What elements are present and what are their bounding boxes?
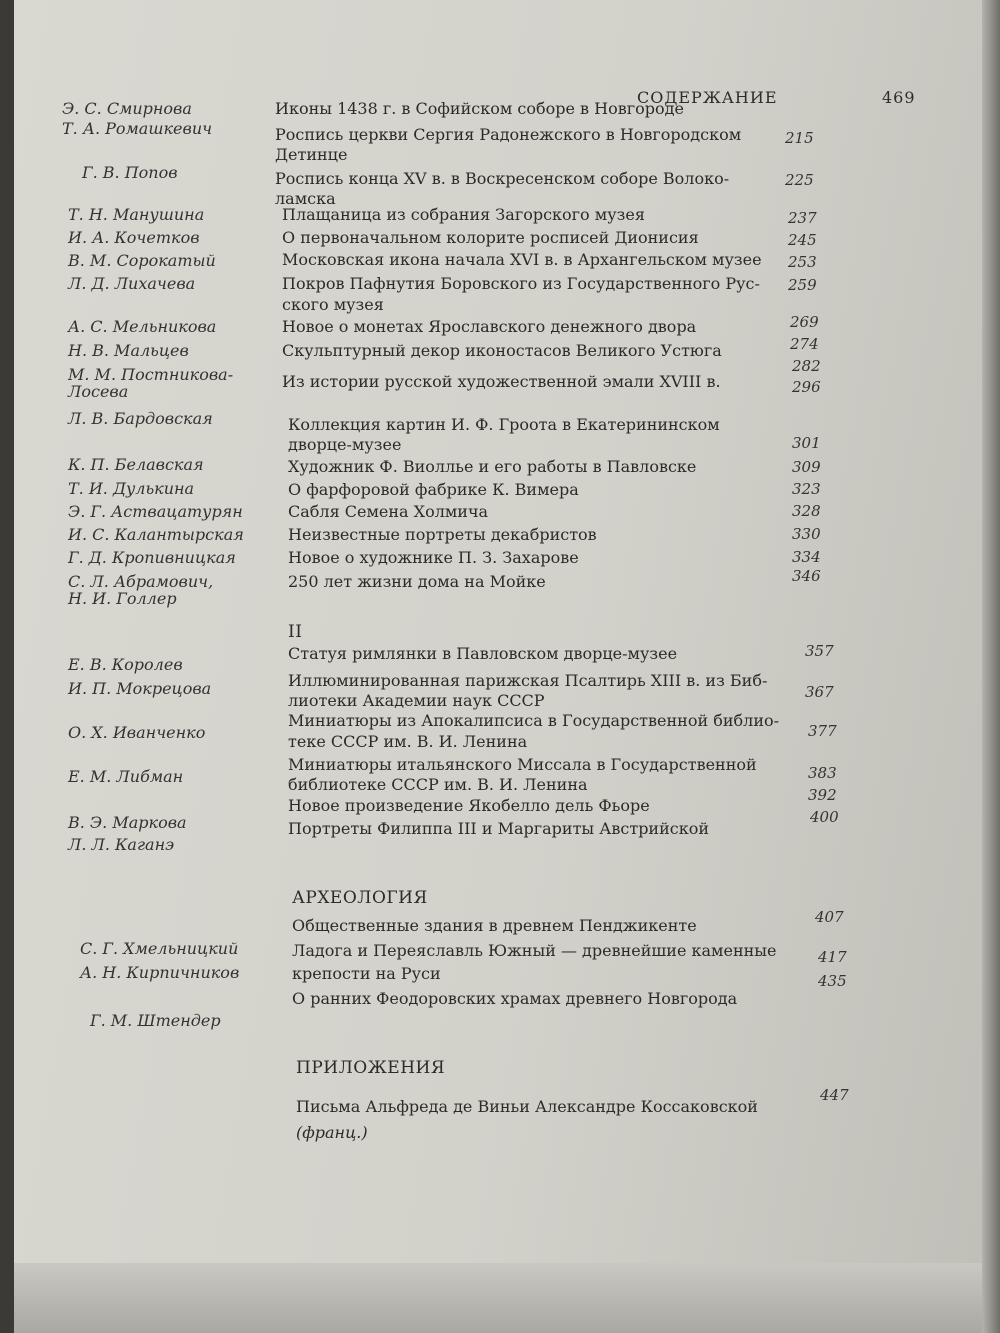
toc-author: О. Х. Иванченко: [68, 723, 206, 742]
toc-page: 377: [808, 722, 837, 740]
toc-page: 296: [792, 378, 821, 396]
toc-title-cont: ского музея: [282, 295, 384, 314]
toc-author: И. А. Кочетков: [68, 228, 200, 247]
toc-page: 407: [815, 908, 844, 926]
toc-title: О первоначальном колорите росписей Дионисия: [282, 228, 699, 247]
toc-page: 301: [792, 434, 821, 452]
toc-author: С. Л. Абрамович, Н. И. Голлер: [68, 572, 214, 608]
section-heading: ПРИЛОЖЕНИЯ: [296, 1058, 446, 1078]
toc-title: Художник Ф. Виолльe и его работы в Павловске: [288, 457, 697, 476]
running-header: СОДЕРЖАНИЕ: [637, 88, 778, 107]
toc-title: Коллекция картин И. Ф. Гроота в Екатерининском: [288, 415, 720, 434]
toc-page: 417: [818, 948, 847, 966]
toc-title: Новое о монетах Ярославского денежного двора: [282, 317, 697, 336]
toc-page: 330: [792, 525, 821, 543]
toc-title: Неизвестные портреты декабристов: [288, 525, 597, 544]
toc-page: 328: [792, 502, 821, 520]
toc-author: И. С. Калантырская: [68, 525, 244, 544]
toc-title: Плащаница из собрания Загорского музея: [282, 205, 645, 224]
toc-title: Миниатюры из Апокалипсиса в Государственной библио-: [288, 711, 780, 730]
toc-author: Т. И. Дулькина: [68, 479, 195, 498]
toc-title: Покров Пафнутия Боровского из Государственного Рус-: [282, 274, 760, 293]
toc-author: Э. Г. Аствацатурян: [68, 502, 243, 521]
toc-page: 367: [805, 683, 834, 701]
toc-author: Л. Л. Каганэ: [68, 835, 175, 854]
toc-title: Сабля Семена Холмича: [288, 502, 489, 521]
toc-title: Ладога и Переяславль Южный — древнейшие каменные: [292, 941, 777, 960]
toc-author: Н. В. Мальцев: [68, 341, 189, 360]
toc-title: Новое о художнике П. З. Захарове: [288, 548, 579, 567]
toc-author: В. М. Сорокатый: [68, 251, 216, 270]
toc-author: Г. Д. Кропивницкая: [68, 548, 236, 567]
toc-author: А. С. Мельникова: [68, 317, 217, 336]
toc-page: 282: [792, 357, 821, 375]
toc-title: Московская икона начала XVI в. в Архангельском музее: [282, 250, 762, 269]
toc-title-cont: крепости на Руси: [292, 964, 441, 983]
toc-page: 253: [788, 253, 817, 271]
toc-title: Роспись церкви Сергия Радонежского в Новгородском: [275, 125, 742, 144]
toc-page: 269: [790, 313, 819, 331]
toc-title: Общественные здания в древнем Пенджикенте: [292, 916, 697, 935]
toc-page: 245: [788, 231, 817, 249]
toc-page: 392: [808, 786, 837, 804]
toc-title: Миниатюры итальянского Миссала в Государственной: [288, 755, 757, 774]
toc-title-cont: дворце-музее: [288, 435, 402, 454]
toc-page: 259: [788, 276, 817, 294]
toc-author: Т. А. Ромашкевич: [62, 119, 213, 138]
toc-page: 435: [818, 972, 847, 990]
toc-author: А. Н. Кирпичников: [80, 963, 240, 982]
page-edge-shadow: [982, 0, 1000, 1333]
toc-title: Новое произведение Якобелло дель Фьоре: [288, 796, 650, 815]
toc-author: Э. С. Смирнова: [62, 99, 192, 118]
toc-title-cont: ламска: [275, 189, 336, 208]
toc-title-cont: библиотеке СССР им. В. И. Ленина: [288, 775, 588, 794]
toc-page: 237: [788, 209, 817, 227]
toc-page: 225: [785, 171, 814, 189]
toc-page: 309: [792, 458, 821, 476]
toc-author: В. Э. Маркова: [68, 813, 187, 832]
book-spine-shadow: [0, 0, 14, 1333]
toc-page: 323: [792, 480, 821, 498]
toc-author: Г. В. Попов: [82, 163, 178, 182]
toc-title: Из истории русской художественной эмали XVIII в.: [282, 372, 721, 391]
toc-page: 383: [808, 764, 837, 782]
toc-page: 447: [820, 1086, 849, 1104]
toc-author: И. П. Мокрецова: [68, 679, 212, 698]
toc-author: К. П. Белавская: [68, 455, 204, 474]
toc-page: 357: [805, 642, 834, 660]
toc-author: Г. М. Штендер: [90, 1011, 221, 1030]
toc-title-cont: теке СССР им. В. И. Ленина: [288, 732, 528, 751]
toc-title: Иллюминированная парижская Псалтирь XIII в. из Биб-: [288, 671, 768, 690]
toc-title: О ранних Феодоровских храмах древнего Новгорода: [292, 989, 738, 1008]
toc-page: 346: [792, 567, 821, 585]
toc-author: Е. М. Либман: [68, 767, 184, 786]
toc-author: С. Г. Хмельницкий: [80, 939, 239, 958]
toc-title: О фарфоровой фабрике К. Вимера: [288, 480, 579, 499]
toc-author: Л. В. Бардовская: [68, 409, 213, 428]
toc-title: 250 лет жизни дома на Мойке: [288, 572, 546, 591]
toc-title-cont: лиотеки Академии наук СССР: [288, 691, 545, 710]
toc-author: М. М. Постникова-Лосева: [68, 365, 234, 401]
toc-author: Л. Д. Лихачева: [68, 274, 196, 293]
toc-author: Т. Н. Манушина: [68, 205, 205, 224]
page-bottom-shadow: [14, 1263, 1000, 1333]
toc-author: Е. В. Королев: [68, 655, 183, 674]
toc-page: 400: [810, 808, 839, 826]
toc-title-cont: Детинце: [275, 145, 348, 164]
toc-page: 334: [792, 548, 821, 566]
toc-title: Письма Альфреда де Виньи Александре Коссаковской: [296, 1097, 758, 1116]
section-heading: АРХЕОЛОГИЯ: [292, 888, 428, 908]
toc-title: Статуя римлянки в Павловском дворце-музее: [288, 644, 678, 663]
toc-title-cont: (франц.): [296, 1123, 368, 1142]
toc-page: 215: [785, 129, 814, 147]
toc-page: 274: [790, 335, 819, 353]
toc-title: Роспись конца XV в. в Воскресенском соборе Волоко-: [275, 169, 730, 188]
page-number: 469: [882, 88, 916, 107]
section-heading: II: [288, 622, 303, 642]
toc-title: Скульптурный декор иконостасов Великого Устюга: [282, 341, 722, 360]
toc-title: Иконы 1438 г. в Софийском соборе в Новгороде: [275, 99, 684, 118]
toc-title: Портреты Филиппа III и Маргариты Австрийской: [288, 819, 710, 838]
